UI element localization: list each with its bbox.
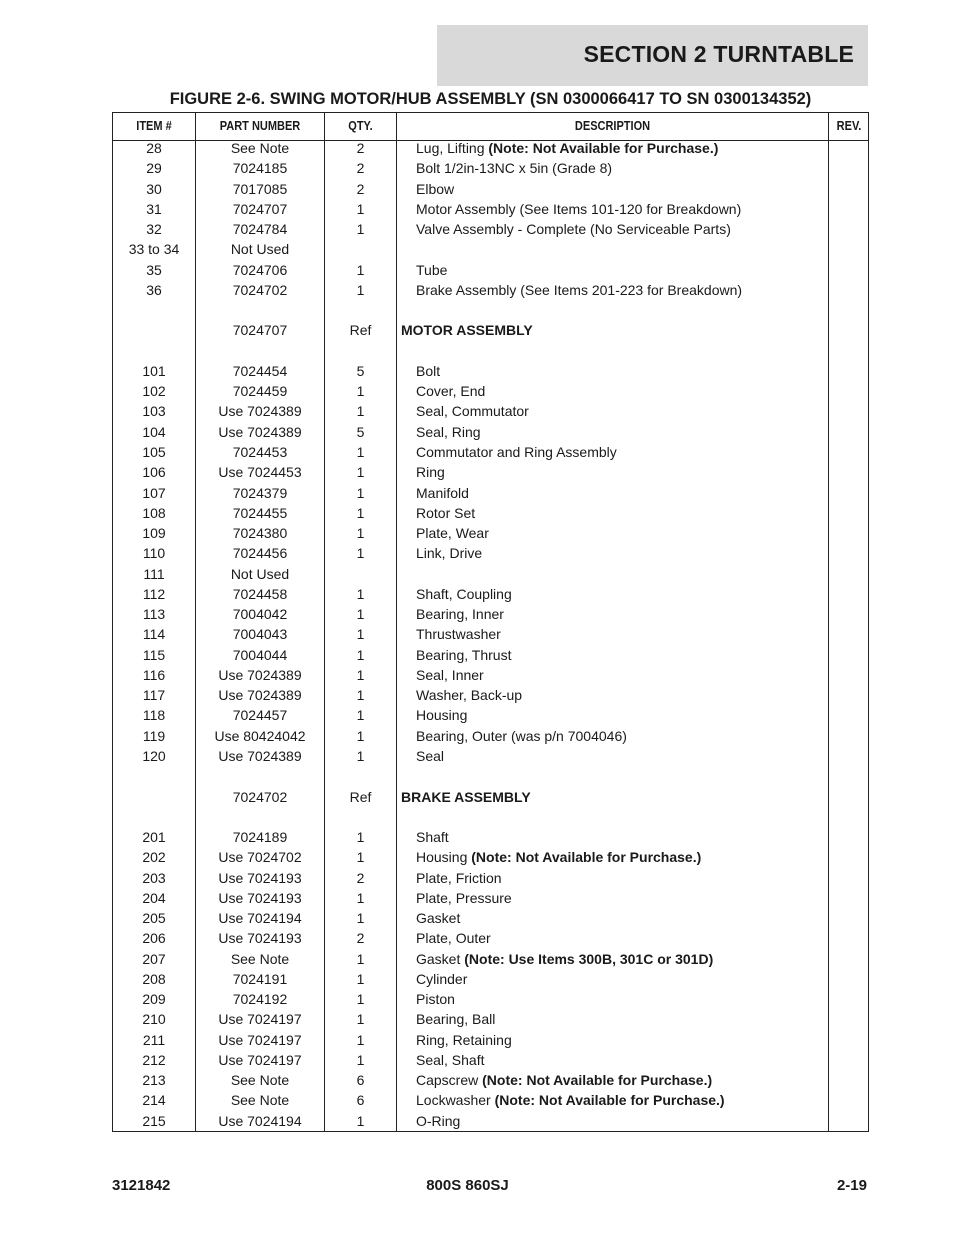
qty-cell: 1 xyxy=(356,910,365,927)
item-cell: 110 xyxy=(142,545,166,562)
table-row xyxy=(113,445,868,465)
column-header-item: ITEM # xyxy=(136,119,172,133)
part-number-cell: 7024185 xyxy=(232,160,288,177)
table-row xyxy=(113,161,868,181)
table-row xyxy=(113,1114,868,1134)
description-cell xyxy=(416,546,482,561)
description-cell xyxy=(416,749,444,764)
description-text: Bearing, Ball xyxy=(416,1011,496,1028)
item-cell: 111 xyxy=(143,565,165,582)
table-row xyxy=(113,749,868,769)
qty-cell: 1 xyxy=(356,889,365,906)
description-text: Housing xyxy=(416,707,468,724)
item-cell: 202 xyxy=(142,849,166,866)
qty-cell: 5 xyxy=(356,362,365,379)
item-cell: 212 xyxy=(142,1051,166,1068)
qty-cell: 1 xyxy=(356,829,365,846)
table-row xyxy=(113,1053,868,1073)
table-row xyxy=(113,222,868,242)
section-heading-row xyxy=(113,323,868,343)
item-cell: 115 xyxy=(142,646,166,663)
description-text: Lug, Lifting xyxy=(416,140,489,156)
column-header-description: DESCRIPTION xyxy=(574,119,651,133)
item-cell: 30 xyxy=(146,180,162,197)
qty-cell: 6 xyxy=(356,1092,365,1109)
item-cell: 201 xyxy=(142,829,166,846)
qty-cell: 1 xyxy=(356,585,365,602)
table-row xyxy=(113,688,868,708)
item-cell: 209 xyxy=(142,991,166,1008)
description-text: Bearing, Inner xyxy=(416,606,504,623)
qty-cell: 1 xyxy=(356,970,365,987)
table-row xyxy=(113,1073,868,1093)
description-cell xyxy=(416,1033,512,1048)
table-row xyxy=(113,607,868,627)
item-cell: 119 xyxy=(142,727,166,744)
table-row xyxy=(113,546,868,566)
section-banner xyxy=(437,25,868,86)
table-row xyxy=(113,729,868,749)
description-cell xyxy=(416,486,469,501)
description-cell xyxy=(416,1073,712,1088)
table-row xyxy=(113,931,868,951)
table-row xyxy=(113,769,868,789)
qty-cell: 1 xyxy=(356,383,365,400)
item-cell: 102 xyxy=(142,383,166,400)
description-note: (Note: Not Available for Purchase.) xyxy=(482,1072,713,1089)
description-text: Capscrew xyxy=(416,1072,483,1089)
part-number-cell: Use 7024194 xyxy=(218,1112,302,1129)
description-cell xyxy=(401,323,533,338)
qty-cell: 2 xyxy=(356,930,365,947)
description-cell xyxy=(416,708,467,723)
part-number-cell: Use 7024197 xyxy=(218,1011,302,1028)
item-cell: 207 xyxy=(142,950,166,967)
description-cell xyxy=(416,425,481,440)
table-row xyxy=(113,830,868,850)
qty-cell: 1 xyxy=(356,1051,365,1068)
item-cell: 33 to 34 xyxy=(128,241,180,258)
description-text: Ring, Retaining xyxy=(416,1031,512,1048)
table-row xyxy=(113,486,868,506)
table-row xyxy=(113,182,868,202)
qty-cell: 2 xyxy=(356,180,365,197)
table-row xyxy=(113,648,868,668)
description-cell xyxy=(416,587,512,602)
part-number-cell: Not Used xyxy=(230,565,290,582)
table-row xyxy=(113,850,868,870)
part-number-cell: 7024380 xyxy=(232,525,288,542)
column-header-part-number: PART NUMBER xyxy=(219,119,301,133)
description-cell xyxy=(416,729,627,744)
table-row xyxy=(113,344,868,364)
description-text: Ring xyxy=(416,464,445,481)
description-text: MOTOR ASSEMBLY xyxy=(401,322,533,339)
item-cell: 213 xyxy=(142,1072,166,1089)
item-cell: 31 xyxy=(146,200,162,217)
description-cell xyxy=(416,911,460,926)
description-text: Valve Assembly - Complete (No Serviceable Parts) xyxy=(416,221,731,238)
item-cell: 108 xyxy=(142,504,166,521)
table-row xyxy=(113,506,868,526)
item-cell: 214 xyxy=(142,1092,166,1109)
part-number-cell: 7004044 xyxy=(232,646,288,663)
description-cell xyxy=(416,222,731,237)
qty-cell: 1 xyxy=(356,1112,365,1129)
item-cell: 206 xyxy=(142,930,166,947)
description-text: Washer, Back-up xyxy=(416,687,523,704)
item-cell: 203 xyxy=(142,869,166,886)
figure-title: FIGURE 2-6. SWING MOTOR/HUB ASSEMBLY (SN 0300066417 TO SN 0300134352) xyxy=(169,90,812,108)
description-cell xyxy=(416,526,489,541)
part-number-cell: 7024189 xyxy=(232,829,288,846)
description-text: Gasket xyxy=(416,950,465,967)
description-text: Shaft, Coupling xyxy=(416,585,512,602)
qty-cell: 1 xyxy=(356,281,365,298)
part-number-cell: Use 7024389 xyxy=(218,423,302,440)
qty-cell: 6 xyxy=(356,1072,365,1089)
part-number-cell: 7024707 xyxy=(232,200,288,217)
description-text: Rotor Set xyxy=(416,504,476,521)
description-text: Thrustwasher xyxy=(416,626,501,643)
qty-cell: 1 xyxy=(356,606,365,623)
table-row xyxy=(113,283,868,303)
description-cell xyxy=(416,931,491,946)
description-cell xyxy=(416,384,485,399)
description-text: Link, Drive xyxy=(416,545,483,562)
description-cell xyxy=(416,141,718,156)
part-number-cell: 7024706 xyxy=(232,261,288,278)
table-row xyxy=(113,526,868,546)
description-text: Bearing, Outer (was p/n 7004046) xyxy=(416,727,627,744)
item-cell: 29 xyxy=(146,160,162,177)
column-header-rev: REV. xyxy=(836,119,862,133)
part-number-cell: Use 7024389 xyxy=(218,747,302,764)
description-text: Bearing, Thrust xyxy=(416,646,512,663)
part-number-cell: Use 7024702 xyxy=(218,849,302,866)
part-number-cell: 7024455 xyxy=(232,504,288,521)
qty-cell: 1 xyxy=(356,991,365,1008)
part-number-cell: 7024379 xyxy=(232,484,288,501)
description-text: Brake Assembly (See Items 201-223 for Breakdown) xyxy=(416,281,743,298)
description-cell xyxy=(416,506,475,521)
item-cell: 28 xyxy=(146,140,162,156)
qty-cell: 1 xyxy=(356,261,365,278)
part-number-cell: Use 7024193 xyxy=(218,889,302,906)
description-text: Housing xyxy=(416,849,472,866)
part-number-cell: Use 7024389 xyxy=(218,687,302,704)
description-cell xyxy=(416,1012,495,1027)
item-cell: 215 xyxy=(142,1112,166,1129)
description-cell xyxy=(416,972,467,987)
description-cell xyxy=(416,283,742,298)
part-number-cell: See Note xyxy=(230,1092,290,1109)
description-text: Seal xyxy=(416,747,445,764)
description-text: Seal, Shaft xyxy=(416,1051,485,1068)
part-number-cell: 7024784 xyxy=(232,221,288,238)
qty-cell: 1 xyxy=(356,200,365,217)
qty-cell: 1 xyxy=(356,727,365,744)
qty-cell: 1 xyxy=(356,707,365,724)
description-text: Seal, Inner xyxy=(416,666,484,683)
qty-cell: 2 xyxy=(356,869,365,886)
description-cell xyxy=(416,891,512,906)
part-number-cell: 7024707 xyxy=(232,322,288,339)
item-cell: 107 xyxy=(142,484,166,501)
table-row xyxy=(113,567,868,587)
description-cell xyxy=(416,992,455,1007)
description-cell xyxy=(416,1053,485,1068)
column-header-qty: QTY. xyxy=(348,119,373,133)
item-cell: 211 xyxy=(142,1031,166,1048)
item-cell: 117 xyxy=(142,687,166,704)
description-cell xyxy=(416,263,447,278)
description-text: Lockwasher xyxy=(416,1092,495,1109)
qty-cell: 1 xyxy=(356,484,365,501)
page-number: 2-19 xyxy=(836,1177,867,1194)
table-row xyxy=(113,891,868,911)
qty-cell: 1 xyxy=(356,1011,365,1028)
qty-cell: 1 xyxy=(356,687,365,704)
table-body xyxy=(113,141,868,1134)
description-text: Tube xyxy=(416,261,448,278)
item-cell: 208 xyxy=(142,970,166,987)
part-number-cell: See Note xyxy=(230,1072,290,1089)
table-row xyxy=(113,587,868,607)
table-row xyxy=(113,141,868,161)
description-cell xyxy=(416,1114,460,1129)
description-text: Seal, Commutator xyxy=(416,403,529,420)
table-row xyxy=(113,242,868,262)
description-text: Piston xyxy=(416,991,455,1008)
description-cell xyxy=(416,1093,725,1108)
item-cell: 114 xyxy=(142,626,166,643)
description-text: Cover, End xyxy=(416,383,486,400)
part-number-cell: 7024191 xyxy=(232,970,288,987)
qty-cell: 1 xyxy=(356,504,365,521)
description-note: (Note: Not Available for Purchase.) xyxy=(471,849,702,866)
table-row xyxy=(113,303,868,323)
description-text: BRAKE ASSEMBLY xyxy=(401,788,531,805)
qty-cell: 1 xyxy=(356,950,365,967)
description-cell xyxy=(401,790,531,805)
part-number-cell: Use 7024197 xyxy=(218,1031,302,1048)
table-row xyxy=(113,465,868,485)
table-row xyxy=(113,810,868,830)
description-cell xyxy=(416,404,529,419)
table-row xyxy=(113,364,868,384)
part-number-cell: 7024456 xyxy=(232,545,288,562)
part-number-cell: 7024192 xyxy=(232,991,288,1008)
parts-table xyxy=(112,112,869,1132)
qty-cell: 1 xyxy=(356,666,365,683)
table-row xyxy=(113,972,868,992)
description-text: O-Ring xyxy=(416,1112,461,1129)
description-cell xyxy=(416,364,440,379)
part-number-cell: 7024702 xyxy=(232,788,288,805)
item-cell: 32 xyxy=(146,221,162,238)
part-number-cell: 7024702 xyxy=(232,281,288,298)
description-cell xyxy=(416,952,713,967)
table-row xyxy=(113,668,868,688)
description-cell xyxy=(416,445,617,460)
table-row xyxy=(113,1033,868,1053)
description-text: Bolt xyxy=(416,362,441,379)
description-cell xyxy=(416,607,504,622)
part-number-cell: Use 7024197 xyxy=(218,1051,302,1068)
item-cell: 120 xyxy=(142,747,166,764)
qty-cell: 1 xyxy=(356,221,365,238)
item-cell: 113 xyxy=(142,606,166,623)
qty-cell: 1 xyxy=(356,747,365,764)
item-cell: 112 xyxy=(142,585,166,602)
qty-cell: Ref xyxy=(349,322,372,339)
part-number-cell: 7024459 xyxy=(232,383,288,400)
description-text: Plate, Wear xyxy=(416,525,489,542)
description-cell xyxy=(416,871,502,886)
item-cell: 116 xyxy=(142,666,166,683)
part-number-cell: 7017085 xyxy=(232,180,288,197)
description-cell xyxy=(416,688,522,703)
description-text: Plate, Pressure xyxy=(416,889,512,906)
qty-cell: 1 xyxy=(356,1031,365,1048)
table-row xyxy=(113,263,868,283)
qty-cell: 2 xyxy=(356,160,365,177)
part-number-cell: 7004043 xyxy=(232,626,288,643)
qty-cell: 1 xyxy=(356,545,365,562)
description-note: (Note: Not Available for Purchase.) xyxy=(488,140,719,156)
part-number-cell: Use 80424042 xyxy=(214,727,306,744)
description-text: Plate, Friction xyxy=(416,869,502,886)
table-row xyxy=(113,1093,868,1113)
part-number-cell: Use 7024389 xyxy=(218,403,302,420)
description-note: (Note: Use Items 300B, 301C or 301D) xyxy=(464,950,714,967)
description-text: Seal, Ring xyxy=(416,423,481,440)
table-row xyxy=(113,202,868,222)
qty-cell: Ref xyxy=(349,788,372,805)
item-cell: 103 xyxy=(142,403,166,420)
part-number-cell: 7024458 xyxy=(232,585,288,602)
description-cell xyxy=(416,202,741,217)
part-number-cell: 7024457 xyxy=(232,707,288,724)
section-heading-row xyxy=(113,790,868,810)
table-row xyxy=(113,404,868,424)
description-text: Commutator and Ring Assembly xyxy=(416,443,617,460)
table-row xyxy=(113,871,868,891)
part-number-cell: 7024454 xyxy=(232,362,288,379)
part-number-cell: See Note xyxy=(230,140,290,156)
description-text: Cylinder xyxy=(416,970,468,987)
qty-cell: 1 xyxy=(356,646,365,663)
table-row xyxy=(113,1012,868,1032)
description-note: (Note: Not Available for Purchase.) xyxy=(494,1092,725,1109)
part-number-cell: Use 7024193 xyxy=(218,869,302,886)
table-row xyxy=(113,952,868,972)
description-text: Motor Assembly (See Items 101-120 for Breakdown) xyxy=(416,200,742,217)
qty-cell: 1 xyxy=(356,443,365,460)
part-number-cell: Use 7024453 xyxy=(218,464,302,481)
qty-cell: 2 xyxy=(356,140,365,156)
part-number-cell: Use 7024194 xyxy=(218,910,302,927)
item-cell: 101 xyxy=(142,362,166,379)
description-cell xyxy=(416,850,701,865)
item-cell: 210 xyxy=(142,1011,166,1028)
qty-cell: 1 xyxy=(356,464,365,481)
description-text: Plate, Outer xyxy=(416,930,491,947)
description-cell xyxy=(416,465,445,480)
table-row xyxy=(113,992,868,1012)
item-cell: 36 xyxy=(146,281,162,298)
part-number-cell: See Note xyxy=(230,950,290,967)
description-text: Bolt 1/2in-13NC x 5in (Grade 8) xyxy=(416,160,613,177)
item-cell: 105 xyxy=(142,443,166,460)
item-cell: 104 xyxy=(142,423,166,440)
description-cell xyxy=(416,182,454,197)
part-number-cell: Use 7024389 xyxy=(218,666,302,683)
table-row xyxy=(113,911,868,931)
description-cell xyxy=(416,668,484,683)
item-cell: 109 xyxy=(142,525,166,542)
qty-cell: 5 xyxy=(356,423,365,440)
table-row xyxy=(113,425,868,445)
part-number-cell: Not Used xyxy=(230,241,290,258)
item-cell: 118 xyxy=(142,707,166,724)
item-cell: 35 xyxy=(146,261,162,278)
qty-cell: 1 xyxy=(356,626,365,643)
description-text: Manifold xyxy=(416,484,469,501)
qty-cell: 1 xyxy=(356,403,365,420)
qty-cell: 1 xyxy=(356,849,365,866)
table-row xyxy=(113,384,868,404)
document-number: 3121842 xyxy=(112,1177,171,1194)
section-title: SECTION 2 TURNTABLE xyxy=(583,41,854,67)
item-cell: 204 xyxy=(142,889,166,906)
description-cell xyxy=(416,648,511,663)
description-text: Elbow xyxy=(416,180,455,197)
description-text: Gasket xyxy=(416,910,461,927)
description-cell xyxy=(416,627,501,642)
table-row xyxy=(113,708,868,728)
qty-cell: 1 xyxy=(356,525,365,542)
item-cell: 106 xyxy=(142,464,166,481)
table-row xyxy=(113,627,868,647)
description-cell xyxy=(416,161,612,176)
item-cell: 205 xyxy=(142,910,166,927)
part-number-cell: Use 7024193 xyxy=(218,930,302,947)
part-number-cell: 7004042 xyxy=(232,606,288,623)
part-number-cell: 7024453 xyxy=(232,443,288,460)
model-name: 800S 860SJ xyxy=(426,1177,509,1194)
description-cell xyxy=(416,830,449,845)
description-text: Shaft xyxy=(416,829,449,846)
